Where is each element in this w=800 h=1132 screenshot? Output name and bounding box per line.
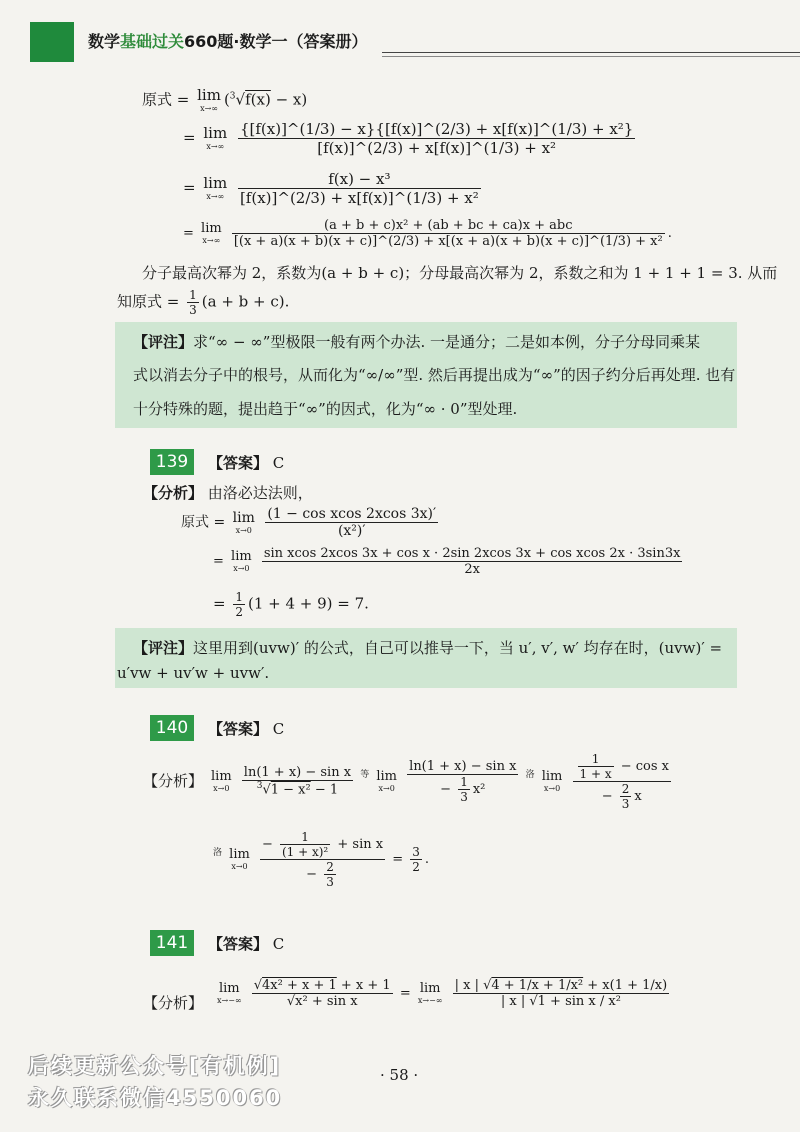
q139-line3: = $\frac{1}{2}$ (1 + 4 + 9) = 7.: [213, 590, 369, 619]
q139-line2: = lim x→0 sin xcos 2xcos 3x + cos x · 2sin 2xcos 3x + cos xcos 2x · 3sin3x 2x: [213, 546, 681, 577]
note1-line1: 【评注】求“∞ − ∞”型极限一般有两个办法. 一是通分；二是如本例，分子分母同乘某: [133, 333, 700, 351]
watermark-line2: 永久联系微信4550060: [28, 1086, 283, 1110]
question-number-139: 139: [150, 449, 194, 475]
q139-line1: 原式 = lim x→0 $\frac{\text{(1 − cos xcos 2xcos 3x)′}}{\text{(x²)′}}$: [181, 506, 437, 539]
q140-line2: $^洛$ lim x→0 − $\frac{1}{\text{(1 + x)²}}$ + sin x − $\frac{2}{3}$ = $\frac{3}{2}$ .: [213, 830, 430, 889]
note-box-2: [115, 628, 737, 688]
note-box-1: [115, 322, 737, 428]
q141-answer: 【答案】 C: [208, 935, 285, 953]
question-number-140: 140: [150, 715, 194, 741]
q140-line1: lim x→0 $\frac{\text{ln(1 + x) − sin x}}{^3√1 - x^2 - 1}$ $^等$ lim x→0 ln(1 + x) − sin x − $\frac{1}{3}$ x² $^洛$ lim x→0 $\frac{1}{1 + x}$ − cos x − $\frac{2}{3}$ x: [211, 752, 670, 811]
page-number: · 58 ·: [380, 1066, 419, 1084]
watermark-line1: 后续更新公众号[有机例]: [28, 1054, 282, 1078]
note2-line2: u′vw + uv′w + uvw′.: [117, 664, 270, 682]
question-number-141: 141: [150, 930, 194, 956]
q139-answer: 【答案】 C: [208, 454, 285, 472]
block1-line4: = lim x→∞ (a + b + c)x² + (ab + bc + ca)x + abc [(x + a)(x + b)(x + c)]^(2/3) + x[(x + a)(x + b)(x + c)]^(1/3) + x² .: [183, 218, 672, 249]
note1-line3: 十分特殊的题，提出趋于“∞”的因式，化为“∞ · 0”型处理.: [133, 400, 518, 418]
q139-analysis: 【分析】 由洛必达法则，: [143, 484, 313, 502]
block1-para1: 分子最高次幂为 2，系数为(a + b + c)；分母最高次幂为 2，系数之和为 1 + 1 + 1 = 3. 从而: [142, 264, 778, 282]
note1-line2: 式以消去分子中的根号，从而化为“∞/∞”型. 然后再提出成为“∞”的因子约分后再处理. 也有: [133, 366, 736, 384]
q141-line1: lim x→−∞ $\frac{\text{√4x² + x + 1 + x + 1}}{\text{√x² + sin x}}$ = lim x→−∞ $\frac{\text{| x | √4 + 1/x + 1/x² + x(1 + 1/x)}}{\text{| x | √1 + sin x / x²}}$: [217, 978, 668, 1009]
q140-analysis-label: 【分析】: [143, 772, 204, 790]
block1-line3: = lim x→∞ $\frac{\text{f(x) − x³}}{\text{[f(x)]\textasciicircum{}(2/3) + x[f(x)]\textasciicircum{}(1/3) + x²}}$: [183, 170, 479, 207]
block1-para2: 知原式 = $\frac{1}{3}$ (a + b + c).: [117, 288, 290, 317]
q140-answer: 【答案】 C: [208, 720, 285, 738]
note2-line1: 【评注】这里用到(uvw)′ 的公式，自己可以推导一下，当 u′, v′, w′ 均存在时，(uvw)′ =: [133, 639, 723, 657]
block1-line1: 原式 = lim x→∞ ($^3$√f(x) − x): [142, 86, 308, 113]
header-title: 数学基础过关660题·数学一（答案册）: [74, 22, 382, 62]
block1-line2: = lim x→∞ $\frac{\text{\{[f(x)]\textasciicircum{}(1/3) − x\}\{[f(x)]\textasciicircum{}(2/3) + x[f(x)]\textasciicircum{}(1/3) + x²\}}}{\text{[f(x)]\textasciicircum{}(2/3) + x[f(x)]\textasciicircum{}(1/3) + x²}}$: [183, 120, 634, 157]
header-color-block: [30, 22, 74, 62]
q141-analysis-label: 【分析】: [143, 994, 204, 1012]
